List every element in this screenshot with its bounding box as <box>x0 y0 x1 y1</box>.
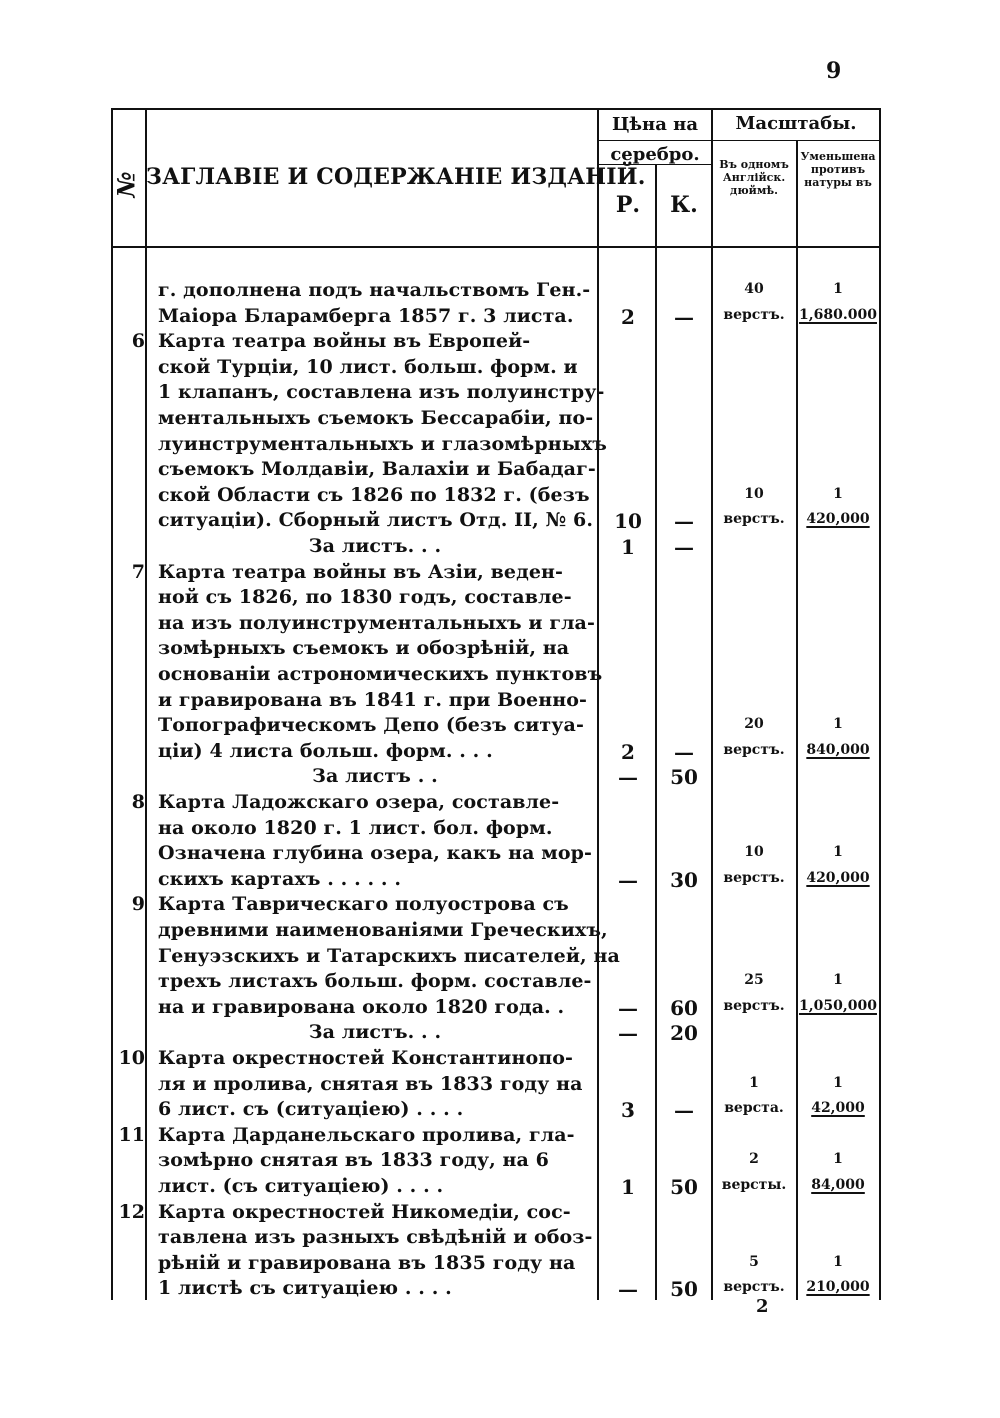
row-text: лист. (съ ситуаціею) . . . . <box>158 1175 444 1197</box>
scale-inch: верстъ. <box>723 306 785 323</box>
scale-inch: верста. <box>724 1100 784 1117</box>
row-number: 9 <box>131 893 145 916</box>
price-kopecks: — <box>674 509 694 534</box>
table-row <box>0 943 1000 969</box>
row-text: Означена глубина озера, какъ на мор- <box>158 842 592 865</box>
row-number: 10 <box>118 1047 145 1069</box>
price-rubles: 10 <box>614 509 642 534</box>
price-kopecks: — <box>674 1098 694 1123</box>
scale-inch: 25 <box>744 972 764 989</box>
header-number: № <box>111 171 141 198</box>
scale-reduction: 420,000 <box>806 869 870 886</box>
row-text: Карта окрестностей Никомедіи, сос- <box>158 1200 571 1223</box>
price-kopecks: 30 <box>670 867 698 892</box>
row-text: 1 клапанъ, составлена изъ полуинстру- <box>158 381 605 404</box>
row-text: Карта Ладожскаго озера, составле- <box>158 791 560 813</box>
table-row <box>0 610 1000 636</box>
scale-inch: 1 <box>749 1074 759 1091</box>
table-row <box>0 712 1000 738</box>
scale-reduction: 1,050,000 <box>799 997 877 1014</box>
table-row <box>0 584 1000 610</box>
row-number: 6 <box>131 330 145 353</box>
price-kopecks: 60 <box>670 995 698 1020</box>
scale-inch: 2 <box>749 1151 759 1168</box>
row-text: ціи) 4 листа больш. форм. . . . <box>158 739 493 762</box>
table-row <box>0 1122 1000 1148</box>
table-row <box>0 507 1000 533</box>
table-row <box>0 968 1000 994</box>
row-number: 12 <box>118 1200 145 1223</box>
price-kopecks: — <box>674 535 694 559</box>
price-rubles: 1 <box>621 1175 635 1199</box>
row-text: съемокъ Молдавіи, Валахіи и Бабадаг- <box>158 458 596 481</box>
table-row <box>0 277 1000 303</box>
row-text: Топографическомъ Депо (безъ ситуа- <box>158 714 584 737</box>
scale-inch: верстъ. <box>723 869 785 886</box>
scale-inch: 5 <box>749 1253 759 1270</box>
scale-inch: 10 <box>744 485 764 502</box>
row-text: тавлена изъ разныхъ свѣдѣній и обоз- <box>158 1226 593 1249</box>
row-text: зомѣрно снятая въ 1833 году, на 6 <box>158 1149 549 1172</box>
table-row <box>0 789 1000 815</box>
scale-reduction: 1 <box>833 1074 843 1091</box>
scale-reduction: 1 <box>833 1151 843 1168</box>
row-text: За листъ. . . <box>308 535 442 557</box>
price-kopecks: 50 <box>670 765 698 790</box>
scale-reduction: 42,000 <box>811 1100 865 1117</box>
row-text: рѣній и гравирована въ 1835 году на <box>158 1251 576 1274</box>
price-rubles: 1 <box>621 535 635 559</box>
scale-reduction: 1 <box>833 972 843 989</box>
row-text: ской Области съ 1826 по 1832 г. (безъ <box>158 483 590 506</box>
price-kopecks: 50 <box>670 1277 698 1302</box>
table-row <box>0 687 1000 713</box>
table-row <box>0 994 1000 1020</box>
row-text: Карта театра войны въ Европей- <box>158 330 531 353</box>
footer-signature-mark: 2 <box>756 1296 769 1317</box>
scale-reduction: 84,000 <box>811 1177 865 1193</box>
row-text: зомѣрныхъ съемокъ и обозрѣній, на <box>158 637 570 660</box>
row-text: Маіора Бларамберга 1857 г. 3 листа. <box>158 304 574 327</box>
header-rub: Р. <box>615 192 641 218</box>
scale-reduction: 1 <box>833 485 843 502</box>
header-scale-reduction: Уменьшена противъ натуры въ <box>800 150 876 189</box>
table-row <box>0 1224 1000 1250</box>
row-text: ля и пролива, снятая въ 1833 году на <box>158 1072 583 1095</box>
table-row <box>0 840 1000 866</box>
row-text: на около 1820 г. 1 лист. бол. форм. <box>158 816 553 839</box>
scale-reduction: 210,000 <box>806 1279 870 1296</box>
scale-inch: верстъ. <box>723 741 785 758</box>
scale-inch: версты. <box>721 1177 787 1193</box>
scale-inch: 40 <box>744 281 764 297</box>
price-rubles: — <box>618 867 638 892</box>
header-scale-inch: Въ одномъ Англійск. дюймѣ. <box>719 158 789 197</box>
row-text: За листъ . . <box>312 765 438 788</box>
row-text: Карта театра войны въ Азіи, веден- <box>158 560 564 583</box>
price-rubles: 2 <box>621 739 635 764</box>
header-kop: К. <box>670 192 698 218</box>
row-number: 11 <box>118 1123 145 1146</box>
table-row <box>0 738 1000 764</box>
table-row <box>0 917 1000 943</box>
row-text: на и гравирована около 1820 года. . <box>158 995 565 1018</box>
table-row <box>0 891 1000 917</box>
table-row <box>0 1071 1000 1097</box>
table-row <box>0 482 1000 508</box>
row-text: луинструментальныхъ и глазомѣрныхъ <box>158 432 607 455</box>
price-rubles: 2 <box>621 304 635 329</box>
table-row <box>0 533 1000 559</box>
table-row <box>0 431 1000 457</box>
price-rubles: 3 <box>621 1098 635 1123</box>
page-number: 9 <box>826 58 842 84</box>
price-rubles: — <box>618 1277 638 1302</box>
table-row <box>0 379 1000 405</box>
header-title: ЗАГЛАВІЕ И СОДЕРЖАНІЕ ИЗДАНІЙ. <box>146 164 646 190</box>
table-row <box>0 456 1000 482</box>
table-row <box>0 1045 1000 1071</box>
row-text: Карта окрестностей Константинопо- <box>158 1047 574 1069</box>
scale-reduction: 840,000 <box>806 741 870 758</box>
table-row <box>0 763 1000 789</box>
price-kopecks: — <box>674 304 694 329</box>
scale-reduction: 1 <box>833 1253 843 1270</box>
table-row <box>0 405 1000 431</box>
table-row <box>0 635 1000 661</box>
scale-inch: 20 <box>744 716 764 733</box>
table-row <box>0 354 1000 380</box>
table-row <box>0 1250 1000 1276</box>
header-scale: Масштабы. <box>735 113 857 134</box>
row-text: на изъ полуинструментальныхъ и гла- <box>158 611 595 634</box>
scale-reduction: 1 <box>833 281 843 297</box>
row-text: скихъ картахъ . . . . . . <box>158 867 402 890</box>
price-rubles: — <box>618 1021 638 1046</box>
price-kopecks: 50 <box>670 1175 698 1199</box>
table-row <box>0 559 1000 585</box>
row-number: 8 <box>131 791 145 813</box>
scale-reduction: 420,000 <box>806 511 870 528</box>
table-row <box>0 303 1000 329</box>
row-text: ситуаціи). Сборный листъ Отд. II, № 6. <box>158 509 594 532</box>
header-price: Цѣна на серебро. <box>610 114 700 165</box>
scale-inch: 10 <box>744 844 764 861</box>
table-row <box>0 1019 1000 1045</box>
scale-reduction: 1,680.000 <box>799 306 877 323</box>
row-text: 6 лист. съ (ситуаціею) . . . . <box>158 1098 464 1121</box>
row-text: ской Турціи, 10 лист. больш. форм. и <box>158 355 578 378</box>
row-text: основаніи астрономическихъ пунктовъ <box>158 663 603 685</box>
scale-inch: верстъ. <box>723 511 785 528</box>
row-text: Генуэзскихъ и Татарскихъ писателей, на <box>158 944 620 967</box>
table-row <box>0 328 1000 354</box>
scale-reduction: 1 <box>833 844 843 861</box>
row-text: ной съ 1826, по 1830 годъ, составле- <box>158 586 572 609</box>
price-rubles: — <box>618 995 638 1020</box>
table-row <box>0 661 1000 687</box>
table-row <box>0 1096 1000 1122</box>
scale-inch: верстъ. <box>723 1279 785 1296</box>
row-text: трехъ листахъ больш. форм. составле- <box>158 970 592 993</box>
table-row <box>0 815 1000 841</box>
scale-inch: верстъ. <box>723 997 785 1014</box>
price-rubles: — <box>618 765 638 790</box>
row-text: Карта Таврическаго полуострова съ <box>158 893 569 916</box>
row-text: За листъ. . . <box>308 1021 442 1044</box>
row-text: г. дополнена подъ начальствомъ Ген.- <box>158 279 591 301</box>
table-row <box>0 1199 1000 1225</box>
price-kopecks: 20 <box>670 1021 698 1046</box>
row-text: древними наименованіями Греческихъ, <box>158 919 608 941</box>
table-row <box>0 1147 1000 1173</box>
row-text: и гравирована въ 1841 г. при Военно- <box>158 688 587 711</box>
table-row <box>0 1275 1000 1301</box>
table-row <box>0 1173 1000 1199</box>
row-text: Карта Дарданельскаго пролива, гла- <box>158 1123 575 1146</box>
row-text: ментальныхъ съемокъ Бессарабіи, по- <box>158 407 594 429</box>
row-number: 7 <box>131 560 145 583</box>
row-text: 1 листѣ съ ситуаціею . . . . <box>158 1277 452 1300</box>
table-row <box>0 866 1000 892</box>
scale-reduction: 1 <box>833 716 843 733</box>
price-kopecks: — <box>674 739 694 764</box>
